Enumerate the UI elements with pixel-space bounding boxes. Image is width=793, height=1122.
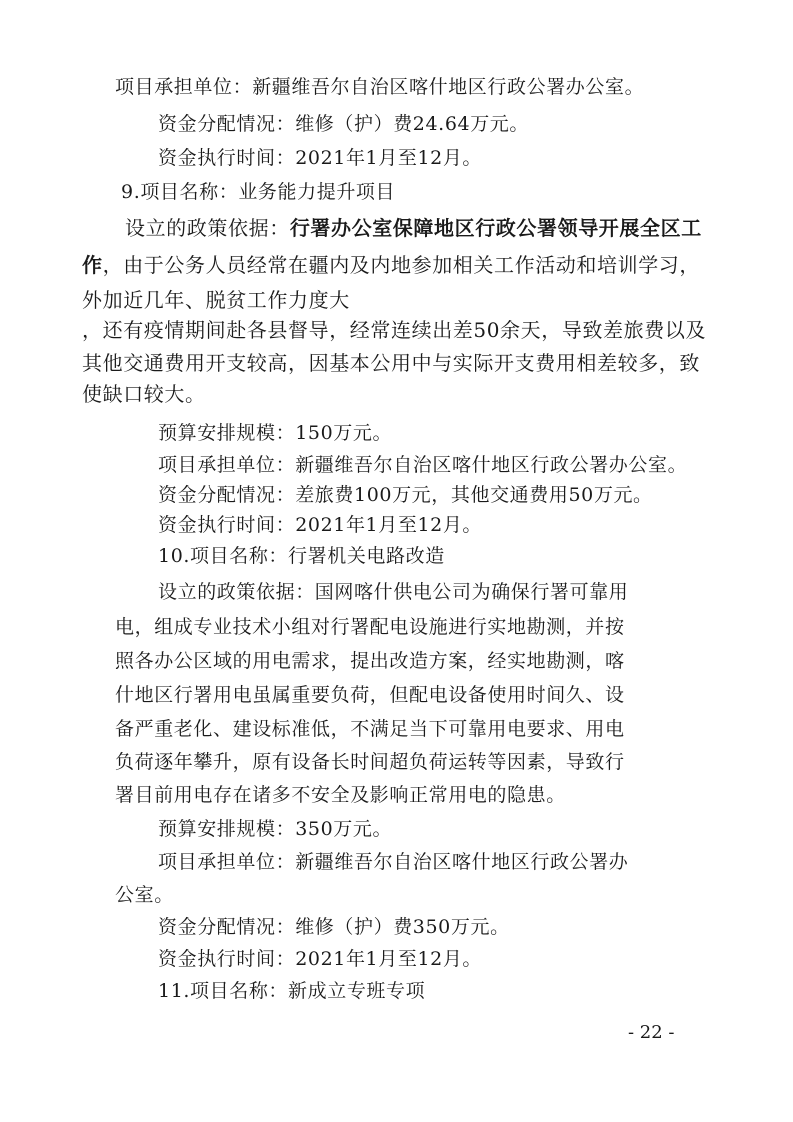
text-line: 什地区行署用电虽属重要负荷，但配电设备使用时间久、设 — [115, 684, 625, 706]
text-line: 备严重老化、建设标准低，不满足当下可靠用电要求、用电 — [115, 718, 625, 740]
text-line: 资金分配情况：维修（护）费24.64万元。 — [158, 113, 529, 135]
text-line: 照各办公区域的用电需求，提出改造方案，经实地勘测，喀 — [115, 650, 625, 672]
text-line — [125, 218, 702, 238]
text-line: 资金执行时间：2021年1月至12月。 — [158, 514, 483, 536]
section-heading: 9.项目名称：业务能力提升项目 — [121, 181, 396, 203]
text-line: 公室。 — [115, 884, 174, 906]
text-line: 署目前用电存在诸多不安全及影响正常用电的隐患。 — [115, 784, 566, 806]
text-fragment: ，由于公务人员经常在疆内及内地参加相关工作活动和培训学习， — [102, 253, 701, 277]
text-line: 资金执行时间：2021年1月至12月。 — [158, 948, 483, 970]
text-line — [82, 255, 700, 275]
text-line: 使缺口较大。 — [82, 382, 206, 406]
text-line: 外加近几年、脱贫工作力度大 — [82, 288, 350, 312]
text-line: 预算安排规模：350万元。 — [158, 818, 393, 840]
text-line: 负荷逐年攀升，原有设备长时间超负荷运转等因素，导致行 — [115, 751, 625, 773]
bold-policy-text: 行署办公室保障地区行政公署领导开展全区工 — [289, 216, 702, 240]
text-line: 项目承担单位：新疆维吾尔自治区喀什地区行政公署办公室。 — [158, 454, 688, 476]
text-line: 资金分配情况：差旅费100万元，其他交通费用50万元。 — [158, 484, 653, 506]
text-line: ，还有疫情期间赴各县督导，经常连续出差50余天，导致差旅费以及 — [82, 318, 707, 342]
text-line: 项目承担单位：新疆维吾尔自治区喀什地区行政公署办公室。 — [115, 76, 645, 98]
text-line: 电，组成专业技术小组对行署配电设施进行实地勘测，并按 — [115, 616, 625, 638]
policy-label: 设立的政策依据： — [125, 216, 290, 240]
text-line: 设立的政策依据：国网喀什供电公司为确保行署可靠用 — [158, 581, 629, 603]
text-line: 项目承担单位：新疆维吾尔自治区喀什地区行政公署办 — [158, 851, 629, 873]
section-heading: 11.项目名称：新成立专班专项 — [158, 980, 426, 1002]
text-line: 资金分配情况：维修（护）费350万元。 — [158, 916, 510, 938]
text-line: 资金执行时间：2021年1月至12月。 — [158, 147, 483, 169]
bold-policy-text: 作 — [82, 253, 103, 277]
page-number: - 22 - — [628, 1022, 675, 1043]
text-line: 其他交通费用开支较高，因基本公用中与实际开支费用相差较多，致 — [82, 351, 700, 375]
section-heading: 10.项目名称：行署机关电路改造 — [158, 545, 445, 567]
text-line: 预算安排规模：150万元。 — [158, 422, 393, 444]
